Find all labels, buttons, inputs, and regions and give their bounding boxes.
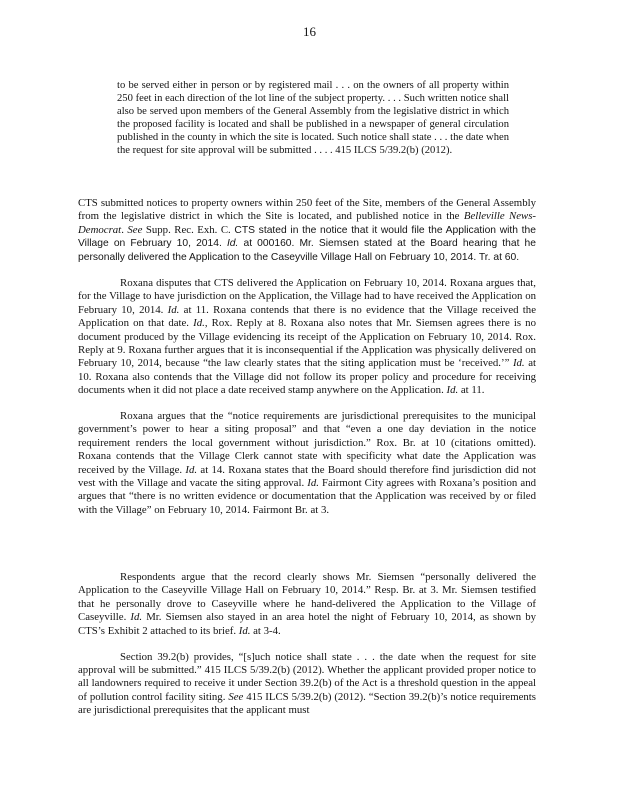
citation-signal: See: [127, 223, 143, 236]
citation-id: Id.: [167, 303, 180, 316]
text-run: Roxana argues that the “notice requirements are jurisdictional prerequisites to the municipal government’s power to hear a siting proposal” and that “even a one day deviation in the notice requirement renders the local government without jurisdiction.” Rox. Br. at 10 (citations omitted). Roxana contends that the Village Clerk cannot state with specificity what date the Application was received by the Village.: [78, 410, 536, 476]
text-run: .: [121, 223, 128, 236]
text-run: Roxana disputes that CTS delivered the Application on February 10, 2014. Roxana argues that, for the Village to have jurisdiction on the Application, the Village had to have received the Application on February 10, 2014.: [78, 277, 536, 316]
newspaper-name: Belleville News-Democrat: [78, 210, 536, 236]
text-run-sans: at 000160. Mr. Siemsen stated at the Board hearing that he personally delivered the Application to the Caseyville Village Hall on February 10, 2014. Tr. at 60.: [78, 238, 536, 263]
text-run: Supp. Rec. Exh. C.: [142, 223, 231, 236]
page-number: 16: [303, 24, 316, 39]
text-run: Fairmont City agrees with Roxana’s position and argues that “there is no written evidence or documentation that the Application was received by or filed with the Village” on February 10, 2014. Fairmont Br. at 3.: [78, 477, 536, 516]
text-run: at 3-4.: [250, 624, 281, 637]
citation-id: Id.: [307, 477, 319, 490]
paragraph-section-39-2b: [78, 651, 536, 717]
citation-id: Id.: [512, 357, 525, 370]
paragraph-roxana-disputes: [78, 277, 536, 398]
citation-id: Id.: [238, 624, 251, 637]
text-run: at 11. Roxana contends that there is no evidence that the Village received the Application on that date.: [78, 303, 536, 330]
text-run: Mr. Siemsen also stayed in an area hotel the night of February 10, 2014, as shown by CTS’s Exhibit 2 attached to its brief.: [78, 611, 536, 637]
text-run: at 11.: [458, 384, 485, 397]
text-run-sans: CTS stated in the notice that it would file the Application with the Village on February 10, 2014.: [78, 224, 536, 250]
text-run: at 10. Roxana also contends that the Village did not follow its proper policy and procedure for receiving documents when it did not place a date received stamp anywhere on the Application.: [78, 357, 536, 397]
citation-id: Id.: [130, 611, 143, 624]
citation-id: Id.: [226, 238, 239, 250]
citation-id: Id.: [185, 463, 198, 476]
text-run: 415 ILCS 5/39.2(b) (2012). “Section 39.2(b)’s notice requirements are jurisdictional prerequisites that the applicant must: [78, 690, 536, 716]
text-run: CTS submitted notices to property owners within 250 feet of the Site, members of the General Assembly from the legislative district in which the Site is located, and published notice in the: [78, 197, 536, 223]
paragraph-respondents-argue: [78, 571, 536, 638]
paragraph-roxana-argues: [78, 410, 536, 517]
text-run: at 14. Roxana states that the Board should therefore find jurisdiction did not vest with the Village and vacate the siting approval.: [78, 463, 536, 490]
paragraph-cts-notices: [78, 197, 536, 264]
text-run: , Rox. Reply at 8. Roxana also notes that Mr. Siemsen agrees there is no document produced by the Village evidencing its receipt of the Application on February 10, 2014. Rox. Reply at 9. Roxana further argues that it is inconsequential if the Application was physically delivered on February 10, 2014, because “the law clearly states that the siting application must be ‘received.’”: [78, 317, 536, 370]
citation-signal: See: [228, 690, 244, 703]
citation-id: Id.: [193, 317, 205, 330]
block-quote: to be served either in person or by registered mail . . . on the owners of all property within 250 feet in each direction of the lot line of the subject property. . . . Such written notice shall also be served upon members of the General Assembly from the legislative district in which the proposed facility is located and shall be published in a newspaper of general circulation published in the county in which the site is located. Such notice shall state . . . the date when the request for site approval will be submitted . . . . 415 ILCS 5/39.2(b) (2012).: [117, 80, 509, 156]
text-run: Section 39.2(b) provides, “[s]uch notice shall state . . . the date when the request for site approval will be submitted.” 415 ILCS 5/39.2(b) (2012). Whether the applicant provided proper notice to all landowners required to receive it under Section 39.2(b) of the Act is a threshold question in the appeal of pollution control facility siting.: [78, 651, 536, 703]
text-run: Respondents argue that the record clearly shows Mr. Siemsen “personally delivered the Application to the Caseyville Village Hall on February 10, 2014.” Resp. Br. at 3. Mr. Siemsen testified that he personally drove to Caseyville where he hand-delivered the Application to the Village of Caseyville.: [78, 571, 536, 624]
citation-id: Id.: [446, 384, 459, 397]
